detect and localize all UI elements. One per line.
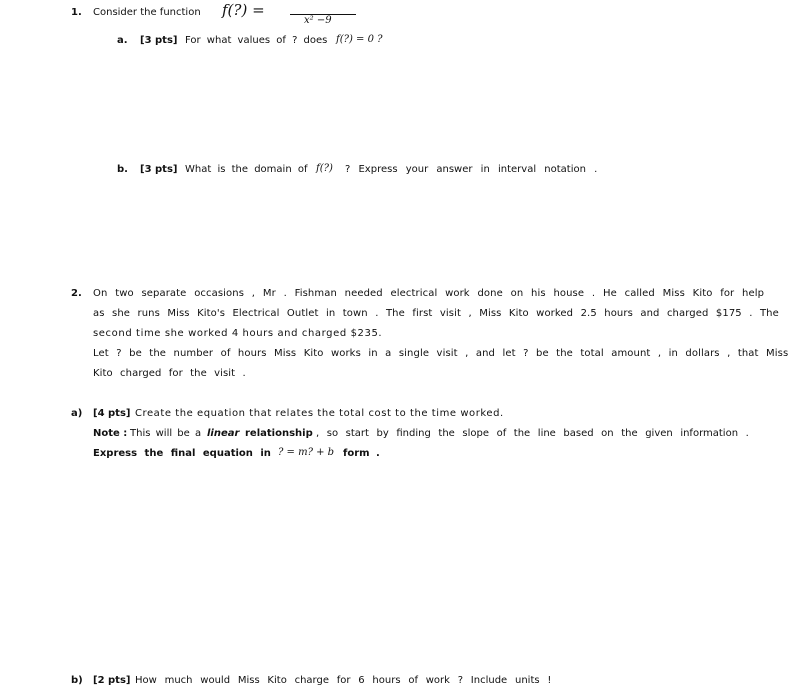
fraction-denominator: x² −9 [304,15,332,26]
equation-form: ? = m? + b [278,447,335,458]
part-b-question-start: What is the domain of [185,164,308,175]
part-b-question-end: ? Express your answer in interval notation . [345,164,598,175]
note-label: Note : [93,428,128,439]
express-instruction: Express the final equation in [93,448,271,459]
q2-part-a-label: a) [71,408,83,419]
q2-part-b-points: [2 pts] [93,675,131,686]
part-a-question: For what values of ? does [185,35,328,46]
note-text-start: This will be a [130,428,202,439]
part-b-points: [3 pts] [140,164,178,175]
question-2-line-3: second time she worked 4 hours and charged $235. [93,328,383,339]
part-a-expression: f(?) = 0 ? [336,34,383,45]
question-2-line-5: Kito charged for the visit . [93,368,246,379]
note-linear: linear [207,428,240,439]
question-2-line-4: Let ? be the number of hours Miss Kito works in a single visit , and let ? be the total amount , in dollars , that Miss [93,348,789,359]
note-relationship: relationship [245,428,313,439]
part-b-expression: f(?) [316,163,333,174]
part-a-points: [3 pts] [140,35,178,46]
question-1-number: 1. [71,7,82,18]
q2-part-a-question: Create the equation that relates the total cost to the time worked. [135,408,504,419]
q2-part-b-question: How much would Miss Kito charge for 6 hours of work ? Include units ! [135,675,552,686]
question-2-line-1: On two separate occasions , Mr . Fishman needed electrical work done on his house . He called Miss Kito for help [93,288,765,299]
question-2-line-2: as she runs Miss Kito's Electrical Outlet in town . The first visit , Miss Kito worked 2.5 hours and charged $175 . The [93,308,779,319]
part-b-label: b. [117,164,128,175]
express-form-word: form . [343,448,380,459]
part-a-label: a. [117,35,128,46]
function-definition: f(?) = [222,1,265,19]
question-1-intro: Consider the function [93,7,201,18]
note-text-end: , so start by finding the slope of the line based on the given information . [316,428,749,439]
q2-part-b-label: b) [71,675,83,686]
question-2-number: 2. [71,288,82,299]
q2-part-a-points: [4 pts] [93,408,131,419]
